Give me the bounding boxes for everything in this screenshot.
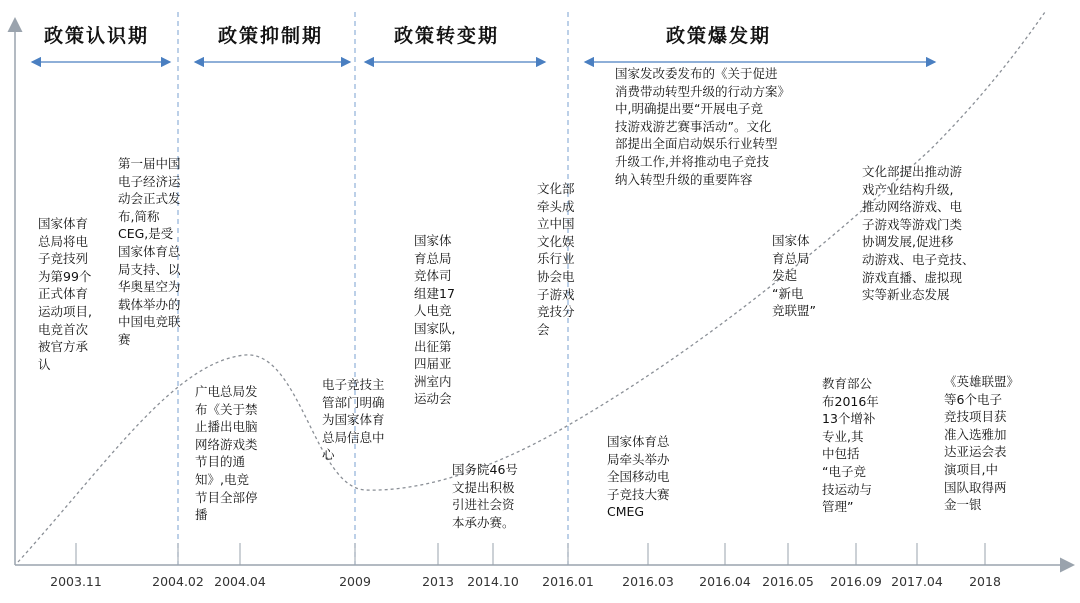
tick-label: 2017.04 (891, 574, 943, 589)
event-2016-05: 国家体 育总局 发起 “新电 竞联盟” (772, 233, 816, 319)
tick-label: 2016.01 (542, 574, 594, 589)
tick-label: 2013 (422, 574, 454, 589)
tick-label: 2004.04 (214, 574, 266, 589)
tick-label: 2014.10 (467, 574, 519, 589)
phase-label-transition: 政策转变期 (388, 24, 505, 48)
tick-label: 2018 (969, 574, 1001, 589)
event-2014-10: 国务院46号 文提出积极 引进社会资 本承办赛。 (452, 462, 518, 530)
event-2004-04: 广电总局发 布《关于禁 止播出电脑 网络游戏类 节目的通 知》,电竞 节目全部停 播 (195, 384, 258, 523)
event-2016-03-policy: 国家发改委发布的《关于促进 消费带动转型升级的行动方案》 中,明确提出要“开展电子竞 技游戏游艺赛事活动”。文化 部提出全面启动娱乐行业转型 升级工作,并将推动电子竞技 纳入转型升级的重要阵容 (615, 66, 791, 187)
event-2003-11: 国家体育 总局将电 子竞技列 为第99个 正式体育 运动项目, 电竞首次 被官方承 认 (38, 216, 92, 372)
event-2004-02: 第一届中国 电子经济运 动会正式发 布,简称 CEG,是受 国家体育总 局支持、以 华奥星空为 载体举办的 中国电竞联 赛 (118, 156, 181, 347)
tick-label: 2009 (339, 574, 371, 589)
tick-label: 2016.04 (699, 574, 751, 589)
event-2018: 《英雄联盟》 等6个电子 竞技项目获 准入选雅加 达亚运会表 演项目,中 国队取得两 金一银 (944, 374, 1020, 513)
event-2016-03-cmeg: 国家体育总 局牵头举办 全国移动电 子竞技大赛 CMEG (607, 434, 670, 520)
axis-ticks (76, 543, 985, 565)
tick-label: 2016.03 (622, 574, 674, 589)
event-2017-04: 文化部提出推动游 戏产业结构升级, 推动网络游戏、电 子游戏等游戏门类 协调发展,促进移 动游戏、电子竞技、 游戏直播、虚拟现 实等新业态发展 (862, 164, 975, 303)
phase-label-explosion: 政策爆发期 (660, 24, 777, 48)
tick-label: 2016.05 (762, 574, 814, 589)
phase-label-recognition: 政策认识期 (38, 24, 155, 48)
event-2009: 电子竞技主 管部门明确 为国家体育 总局信息中 心 (322, 377, 385, 463)
phase-label-suppression: 政策抑制期 (212, 24, 329, 48)
event-2013: 国家体 育总局 竞体司 组建17 人电竞 国家队, 出征第 四届亚 洲室内 运动会 (414, 233, 456, 407)
tick-label: 2003.11 (50, 574, 102, 589)
tick-label: 2004.02 (152, 574, 204, 589)
event-2016-01: 文化部 牵头成 立中国 文化娱 乐行业 协会电 子游戏 竞技分 会 (537, 181, 575, 337)
event-2016-09: 教育部公 布2016年 13个增补 专业,其 中包括 “电子竞 技运动与 管理” (822, 376, 879, 515)
tick-label: 2016.09 (830, 574, 882, 589)
